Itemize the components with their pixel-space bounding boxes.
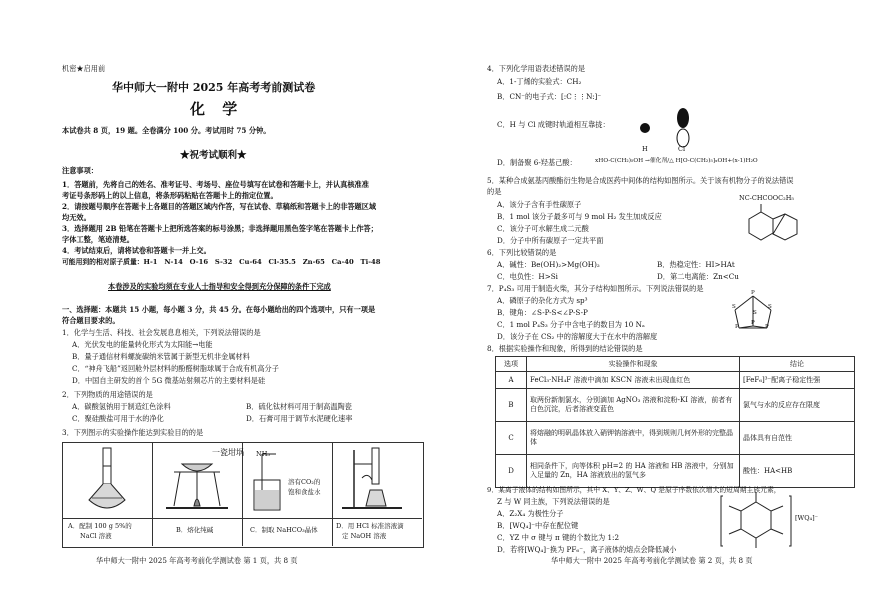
note-line: 3．选择题用 2B 铅笔在答题卡上把所选答案的标号涂黑；非选择题用黑色签字笔在答题卡上作答；	[62, 224, 378, 233]
q3-caption-a2: NaCl 溶液	[80, 532, 112, 540]
q4-polymer-equation: xHO-C(CH₂)₅OH →催化剂/△ H[O-C(CH₂)₅]ₓOH+(x-1)H₂O	[595, 158, 758, 164]
good-luck-wish: ★祝考试顺利★	[180, 150, 247, 161]
note-line: 考证号条形码上的以上信息，将条形码粘贴在答题卡上的指定位置。	[62, 191, 278, 200]
q5-option-c: C．该分子可水解生成二元酸	[497, 224, 589, 233]
q5-structure-figure	[745, 202, 805, 246]
note-line: 2．请按题号顺序在答题卡上各题目的答题区域内作答，写在试卷、草稿纸和答题卡上的非答题区域	[62, 202, 377, 211]
table-cell-conclusion: 晶体具有自范性	[740, 422, 855, 455]
q2-option-c: C．聚硅酸盐可用于水的净化	[72, 414, 164, 423]
q9-anion-label: [WQ₄]⁻	[795, 514, 819, 522]
exam-intro: 本试卷共 8 页，19 题。全卷满分 100 分。考试用时 75 分钟。	[62, 126, 271, 135]
q1-option-d: D．中国自主研发的首个 5G 微基站射频芯片的主要材料是硅	[72, 376, 266, 385]
q4-stem: 4．下列化学用语表述错误的是	[487, 64, 586, 73]
q6-stem: 6．下列比较错误的是	[487, 248, 557, 257]
q6-option-a: A．碱性：Be(OH)₂>Mg(OH)₂	[497, 260, 600, 269]
subject-title: 化 学	[190, 100, 244, 118]
q7-stem: 7．P₄S₃ 可用于制造火柴，其分子结构如图所示。下列说法错误的是	[487, 284, 704, 293]
table-row	[496, 372, 855, 389]
q6-option-d: D．第二电离能：Zn<Cu	[657, 272, 739, 281]
section-1-heading: 一、选择题：本题共 15 小题，每小题 3 分，共 45 分。在每小题给出的四个选项中，只有一项是	[62, 305, 376, 314]
q5-option-a: A．该分子含有手性碳原子	[497, 200, 582, 209]
titration-figure	[332, 442, 422, 518]
q2-option-d: D．石膏可用于调节水泥硬化速率	[246, 414, 353, 423]
exam-title: 华中师大一附中 2025 年高考考前测试卷	[112, 81, 316, 94]
table-header-cell: 选项	[496, 357, 527, 372]
note-line: 4．考试结束后，请将试卷和答题卡一并上交。	[62, 246, 211, 255]
table-header-cell: 实验操作和现象	[527, 357, 740, 372]
q5-option-b: B．1 mol 该分子最多可与 9 mol H₂ 发生加成反应	[497, 212, 662, 221]
q6-option-b: B．热稳定性：HI>HAt	[657, 260, 735, 269]
q2-stem: 2．下列物质的用途错误的是	[62, 390, 153, 399]
q7-option-c: C．1 mol P₄S₃ 分子中含电子的数目为 10 Nₐ	[497, 320, 645, 329]
q1-stem: 1．化学与生活、科技、社会发展息息相关，下列说法错误的是	[62, 328, 261, 337]
atom-label: S	[753, 310, 757, 316]
volumetric-flask-figure	[62, 442, 152, 518]
table-cell-operation: FeCl₃·NH₄F 溶液中滴加 KSCN 溶液未出现血红色	[527, 372, 740, 389]
table-row	[496, 455, 855, 488]
note-line: 1．答题前，先将自己的姓名、准考证号、考场号、座位号填写在试卷和答题卡上，并认真核准准	[62, 180, 369, 189]
table-cell-option: B	[496, 389, 527, 422]
table-cell-option: A	[496, 372, 527, 389]
atomic-mass-line: 可能用到的相对原子质量：H-1 N-14 O-16 S-32 Cu-64 Cl-35.5 Zn-65 Ca-40 Ti-48	[62, 258, 381, 266]
page-footer: 华中师大一附中 2025 年高考考前化学测试卷 第 2 页，共 8 页	[551, 556, 753, 565]
table-cell-conclusion: 氯气与水的反应存在限度	[740, 389, 855, 422]
q1-option-b: B．量子通信材料螺旋碳纳米管属于新型无机非金属材料	[72, 352, 250, 361]
table-cell-option: C	[496, 422, 527, 455]
atom-label: P	[751, 290, 755, 296]
q9-option-c: C．YZ 中 σ 键与 π 键的个数比为 1:2	[497, 533, 620, 542]
page-footer: 华中师大一附中 2025 年高考考前化学测试卷 第 1 页，共 8 页	[96, 556, 298, 565]
q3-caption-c: C．制取 NaHCO₃晶体	[250, 526, 318, 534]
table-cell-option: D	[496, 455, 527, 488]
q4-option-d: D．制备聚 6-羟基己酸：	[497, 158, 577, 167]
q6-option-c: C．电负性：H>Si	[497, 272, 558, 281]
q3-caption-d1: D．用 HCl 标准溶液滴	[336, 522, 404, 530]
q8-experiment-table	[495, 356, 855, 488]
orbital-cl-label: Cl	[678, 145, 686, 153]
q2-option-b: B．硫化钛材料可用于制高温陶瓷	[246, 402, 352, 411]
q4-option-b: B．CN⁻的电子式：[:C⋮⋮N:]⁻	[497, 92, 602, 101]
brine-label-line1: 溶有CO₂的	[288, 478, 321, 486]
q3-caption-a1: A．配制 100 g 5%的	[68, 522, 132, 530]
table-cell-conclusion: 酸性：HA<HB	[740, 455, 855, 488]
q5-option-d: D．分子中所有碳原子一定共平面	[497, 236, 604, 245]
atom-label: P	[735, 324, 739, 330]
q4-option-a: A．1-丁烯的实验式：CH₂	[497, 77, 582, 86]
note-line: 字体工整，笔迹清楚。	[62, 235, 134, 244]
q9-stem-cont: Z 与 W 同主族，下列说法错误的是	[497, 497, 610, 506]
q3-caption-d2: 定 NaOH 溶液	[342, 532, 387, 540]
table-header-row	[496, 357, 855, 372]
q5-stem-cont: 的是	[487, 187, 502, 196]
notes-title: 注意事项：	[62, 166, 98, 175]
exam-page-2	[435, 0, 870, 615]
secret-label: 机密★启用前	[62, 64, 106, 73]
table-cell-operation: 取两份新制氯水，分别滴加 AgNO₃ 溶液和淀粉-KI 溶液，前者有白色沉淀，后者溶液变蓝色	[527, 389, 740, 422]
q5-stem: 5．某种合成氨基丙酸酯衍生物是合成医药中间体的结构如图所示。关于该有机物分子的说法错误	[487, 176, 794, 185]
q7-option-a: A．磷原子的杂化方式为 sp³	[497, 296, 588, 305]
table-cell-operation: 相同条件下，向等体积 pH=2 的 HA 溶液和 HB 溶液中，分别加入足量的 Zn，HA 溶液放出的氢气多	[527, 455, 740, 488]
q1-option-a: A．光伏发电的能量转化形式为太阳能→电能	[72, 340, 213, 349]
q3-caption-b: B．熔化纯碱	[176, 526, 214, 534]
orbital-h-label: H	[642, 145, 648, 153]
ionic-liquid-structure-figure	[719, 490, 793, 550]
q2-option-a: A．碳酸氢钠用于制造红色涂料	[72, 402, 171, 411]
crucible-label: 一瓷坩埚	[212, 448, 244, 457]
table-header-cell: 结论	[740, 357, 855, 372]
atom-label: S	[732, 304, 736, 310]
q4-option-c: C．H 与 Cl 成键时轨道相互靠拢：	[497, 120, 610, 129]
q7-option-d: D．该分子在 CS₂ 中的溶解度大于在水中的溶解度	[497, 332, 658, 341]
table-cell-conclusion: [FeF₆]³⁻配离子稳定性强	[740, 372, 855, 389]
q5-structure-formula: NC-CHCOOC₂H₅	[739, 194, 794, 202]
atom-label: S	[768, 304, 772, 310]
q7-option-b: B．键角：∠S-P-S<∠P-S-P	[497, 308, 588, 317]
nh3-label: NH₃	[256, 450, 270, 458]
orbital-overlap-figure	[635, 106, 705, 148]
table-row	[496, 389, 855, 422]
section-1-heading-cont: 符合题目要求的。	[62, 316, 120, 325]
q8-stem: 8．根据实验操作和现象，所得到的结论错误的是	[487, 344, 643, 353]
table-cell-operation: 将熔融的明矾晶体放入硝钾钠溶液中，得到规则几何外形的完整晶体	[527, 422, 740, 455]
q1-option-c: C．“神舟飞船”返回舱外层材料的酚醛树脂球属于合成有机高分子	[72, 364, 279, 373]
brine-label-line2: 饱和食盐水	[288, 488, 321, 496]
q9-stem: 9．某离子液体的结构如图所示，其中 X、Y、Z、W、Q 是原子序数依次增大的短周期主族元素，	[487, 486, 781, 494]
q9-option-d: D．若将[WQ₄]⁻换为 PF₆⁻，离子液体的熔点会降低减小	[497, 545, 677, 554]
atom-label: P	[751, 320, 755, 326]
q9-option-b: B．[WQ₄]⁻中存在配位键	[497, 521, 579, 530]
q3-caption-row	[62, 518, 422, 519]
q9-option-a: A．Z₂X₄ 为极性分子	[497, 509, 564, 518]
safety-note: 本卷涉及的实验均须在专业人士指导和安全得到充分保障的条件下完成	[108, 282, 331, 291]
q3-stem: 3．下列图示的实验操作能达到实验目的的是	[62, 428, 204, 437]
table-row	[496, 422, 855, 455]
atom-label: P	[765, 324, 769, 330]
note-line: 均无效。	[62, 213, 91, 222]
